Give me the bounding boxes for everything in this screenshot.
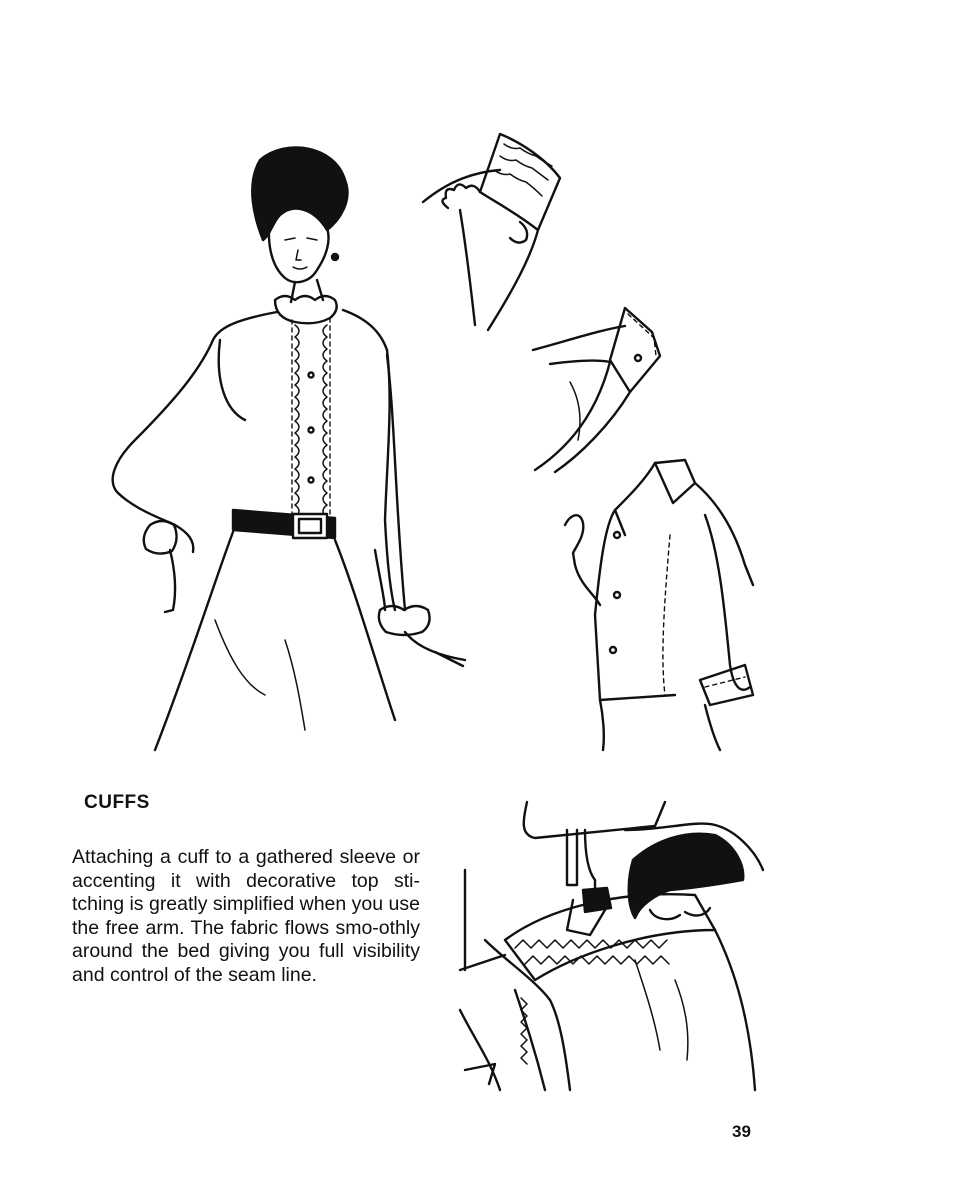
page-number: 39 [732, 1122, 751, 1141]
jacket-with-cuff-illustration [555, 455, 760, 755]
free-arm-sewing-machine-illustration [455, 790, 765, 1100]
section-body-text: Attaching a cuff to a gathered sleeve or accenting it with decorative top sti-tching is greatly simplified when you use the free arm. The fabric flows smo-othly around the bed giving you full visibility and control of the seam line. [72, 846, 420, 986]
woman-in-ruffled-blouse-illustration [95, 140, 475, 760]
buttoned-cuff-illustration [530, 300, 675, 480]
section-heading: CUFFS [84, 792, 150, 813]
